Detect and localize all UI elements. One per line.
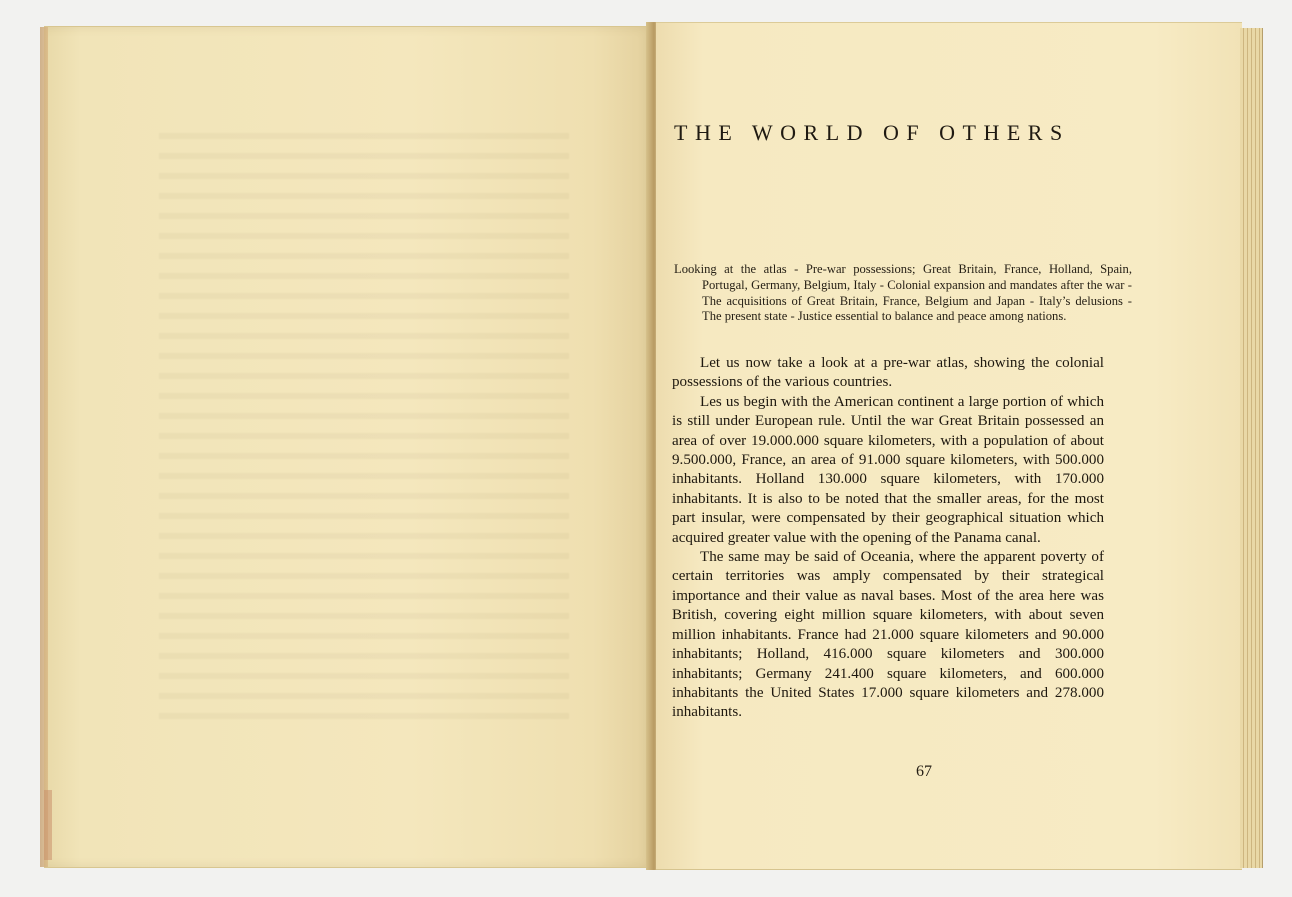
cover-edge-stain bbox=[44, 790, 52, 860]
chapter-title: THE WORLD OF OTHERS bbox=[674, 120, 1070, 145]
page-number: 67 bbox=[916, 763, 932, 780]
paragraph: The same may be said of Oceania, where the apparent poverty of certain territories was amply compensated by their strategical importance and their value as naval bases. Most of the area here was British, covering eight million square kilometers, with about seven million inhabitants. France had 21.000 square kilometers and 90.000 inhabitants; Holland, 416.000 square kilometers and 300.000 inhabitants; Germany 241.400 square kilometers, and 600.000 inhabitants the United States 17.000 square kilometers and 278.000 inhabitants. bbox=[672, 549, 1104, 721]
left-page bbox=[44, 26, 654, 868]
chapter-body bbox=[672, 354, 1104, 723]
paragraph: Les us begin with the American continent a large portion of which is still under European rule. Until the war Great Britain possessed an area of over 19.000.000 square kilometers, with a population of about 9.500.000, France, an area of 91.000 square kilometers, with 500.000 inhabitants. Holland 130.000 square kilometers, with 170.000 inhabitants. It is also to be noted that the smaller areas, for the most part insular, were compensated by their geographical situation which acquired greater value with the opening of the Panama canal. bbox=[672, 393, 1104, 546]
page-edges bbox=[1240, 28, 1263, 868]
bleed-through-text bbox=[159, 123, 569, 723]
chapter-summary: Looking at the atlas - Pre-war possessions; Great Britain, France, Holland, Spain, Portugal, Germany, Belgium, Italy - Colonial expansion and mandates after the war - The acquisitions of Great Britain, France, Belgium and Japan - Italy’s delusions - The present state - Justice essential to balance and peace among nations. bbox=[674, 262, 1132, 324]
paragraph: Let us now take a look at a pre-war atlas, showing the colonial possessions of the various countries. bbox=[672, 355, 1104, 391]
